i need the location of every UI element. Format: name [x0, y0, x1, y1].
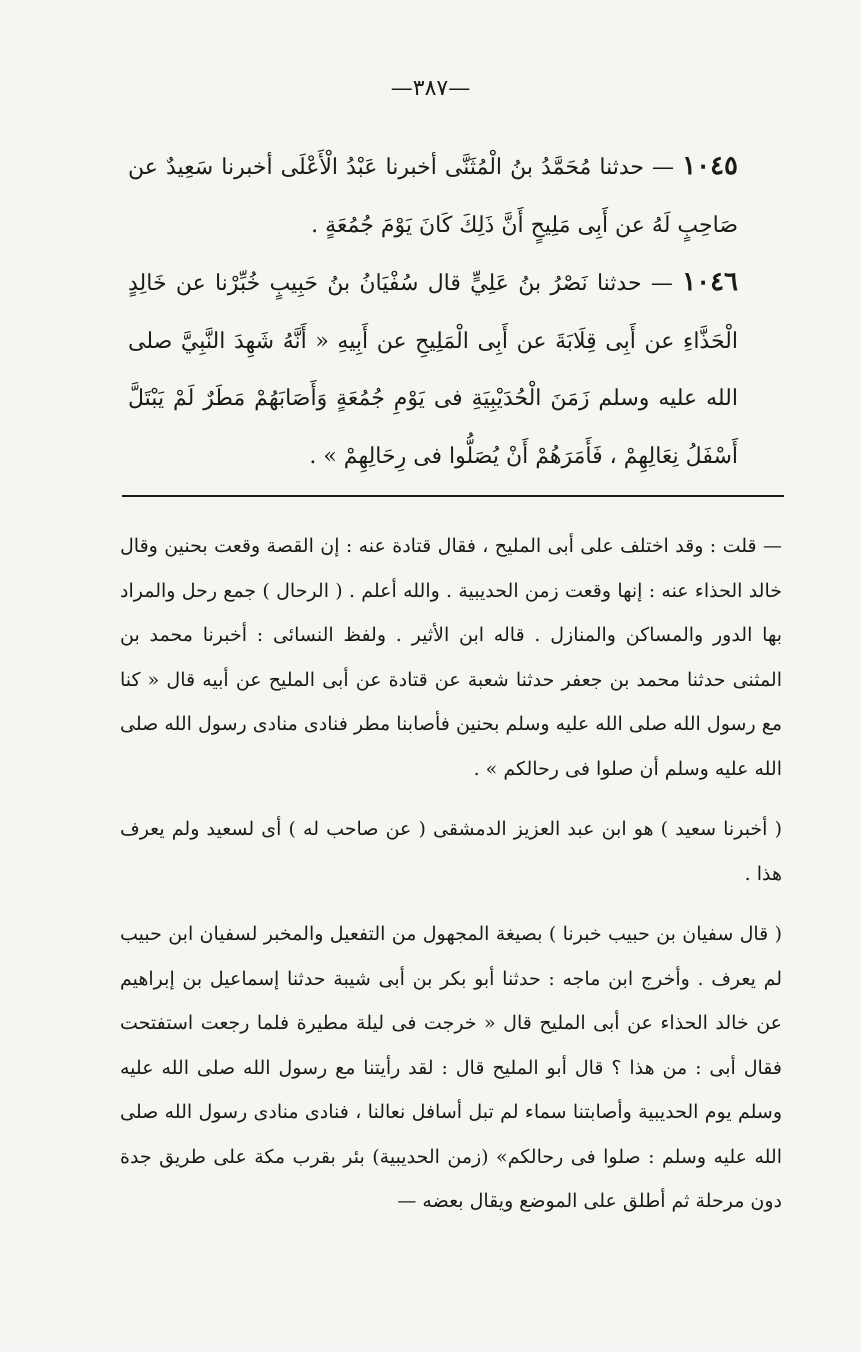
page-number: —٣٨٧—	[390, 76, 471, 101]
hadith-1045	[128, 138, 738, 254]
hadith-body: — حدثنا مُحَمَّدُ بنُ الْمُثَنَّى أخبرنا عَبْدُ الْأَعْلَى أخبرنا سَعِيدٌ عن صَاحِبٍ لَهُ عن أَبِى مَلِيحٍ أَنَّ ذَلِكَ كَانَ يَوْمَ جُمُعَةٍ .	[128, 155, 738, 238]
commentary	[120, 524, 782, 1224]
hadith-body: — حدثنا نَصْرُ بنُ عَلِيٍّ قال سُفْيَانُ بنُ حَبِيبٍ خُبِّرْنا عن خَالِدٍ الْحَذَّاءِ عن أَبِى قِلَابَةَ عن أَبِى الْمَلِيحِ عن أَبِيهِ « أَنَّهُ شَهِدَ النَّبِيَّ صلى الله عليه وسلم زَمَنَ الْحُدَيْبِيَةِ فى يَوْمِ جُمُعَةٍ وَأَصَابَهُمْ مَطَرٌ لَمْ يَبْتَلَّ أَسْفَلُ نِعَالِهِمْ ، فَأَمَرَهُمْ أَنْ يُصَلُّوا فى رِحَالِهِمْ » .	[128, 271, 738, 469]
commentary-paragraph: ( قال سفيان بن حبيب خبرنا ) بصيغة المجهول من التفعيل والمخبر لسفيان ابن حبيب لم يعرف . وأخرج ابن ماجه : حدثنا أبو بكر بن أبى شيبة حدثنا إسماعيل بن إبراهيم عن خالد الحذاء عن أبى المليح قال « خرجت فى ليلة مطيرة فلما رجعت استفتحت فقال أبى : من هذا ؟ قال أبو المليح قال : لقد رأيتنا مع رسول الله صلى الله عليه وسلم يوم الحديبية وأصابتنا سماء لم تبل أسافل نعالنا ، فنادى منادى رسول الله صلى الله عليه وسلم : صلوا فى رحالكم» (زمن الحديبية) بئر بقرب مكة على طريق جدة دون مرحلة ثم أطلق على الموضع ويقال بعضه —	[120, 923, 782, 1212]
footnote-separator	[122, 495, 784, 497]
commentary-paragraph: ( أخبرنا سعيد ) هو ابن عبد العزيز الدمشقى ( عن صاحب له ) أى لسعيد ولم يعرف هذا .	[120, 818, 782, 885]
hadith-1046	[128, 254, 738, 485]
hadith-number: ١٠٤٥	[682, 151, 738, 181]
hadith-number: ١٠٤٦	[682, 267, 738, 297]
commentary-paragraph: — قلت : وقد اختلف على أبى المليح ، فقال قتادة عنه : إن القصة وقعت بحنين وقال خالد الحذاء عنه : إنها وقعت زمن الحديبية . والله أعلم . ( الرحال ) جمع رحل والمراد بها الدور والمساكن والمنازل . قاله ابن الأثير . ولفظ النسائى : أخبرنا محمد بن المثنى حدثنا محمد بن جعفر حدثنا شعبة عن قتادة عن أبى المليح عن أبيه قال « كنا مع رسول الله صلى الله عليه وسلم بحنين فأصابنا مطر فنادى منادى رسول الله صلى الله عليه وسلم أن صلوا فى رحالكم » .	[120, 535, 782, 780]
hadith-text	[128, 138, 738, 485]
